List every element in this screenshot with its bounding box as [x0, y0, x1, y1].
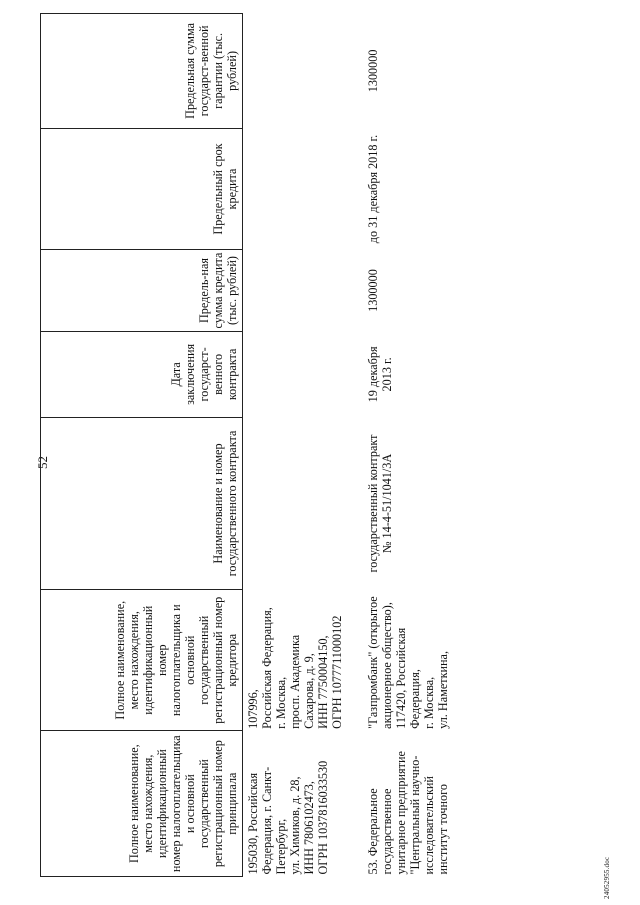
- header-principal: Полное наименование, место нахождения, идентификационный номер налогоплательщика и основной государственный регистрационный номер принципала: [41, 731, 243, 877]
- row-date: 19 декабря 2013 г.: [366, 346, 394, 403]
- header-contract: Наименование и номер государственного контракта: [41, 417, 243, 589]
- row-credit-sum: [243, 250, 347, 332]
- header-creditor: Полное наименование, место нахождения, идентификационный номер налогоплательщика и основной государственный регистрационный номер кредитора: [41, 590, 243, 731]
- row-creditor: 107996, Российская Федерация, г. Москва, просп. Академика Сахарова, д. 9, ИНН 7750004150, ОГРН 1077711000102: [246, 607, 344, 729]
- footer-document-code: 24052955.doc: [603, 856, 611, 899]
- page-number: 52: [35, 456, 50, 469]
- header-guarantee-sum: Предельная сумма государст-венной гарантии (тыс. рублей): [41, 14, 243, 129]
- header-credit-term: Предельный срок кредита: [41, 128, 243, 249]
- row-principal: 53. Федеральное государственное унитарное предприятие "Центральный научно-исследовательский институт точного: [366, 751, 450, 875]
- header-credit-sum: Предель-ная сумма кредита (тыс. рублей): [41, 250, 243, 332]
- guarantee-table: [40, 13, 452, 877]
- row-credit-sum: 1300000: [366, 269, 380, 312]
- header-contract-date: Дата заключения государст-венного контракта: [41, 331, 243, 417]
- row-creditor: "Газпромбанк" (открытое акционерное общество), 117420, Российская Федерация, г. Москва, ул. Наметкина,: [366, 596, 450, 729]
- row-guarantee-sum: 1300000: [366, 49, 380, 93]
- row-date: [243, 331, 347, 417]
- row-term: [243, 128, 347, 249]
- row-contract: государственный контракт № 14-4-51/1041/3А: [366, 434, 394, 573]
- table-row: [243, 14, 347, 877]
- row-principal: 195030, Российская Федерация, г. Санкт-Петербург, ул. Химиков, д. 28, ИНН 7806102473, ОГРН 1037816033530: [246, 760, 330, 875]
- table-header-row: [41, 14, 243, 877]
- row-term: до 31 декабря 2018 г.: [366, 134, 380, 244]
- row-contract: [243, 417, 347, 589]
- table-row: [346, 14, 452, 877]
- row-guarantee-sum: [243, 14, 347, 129]
